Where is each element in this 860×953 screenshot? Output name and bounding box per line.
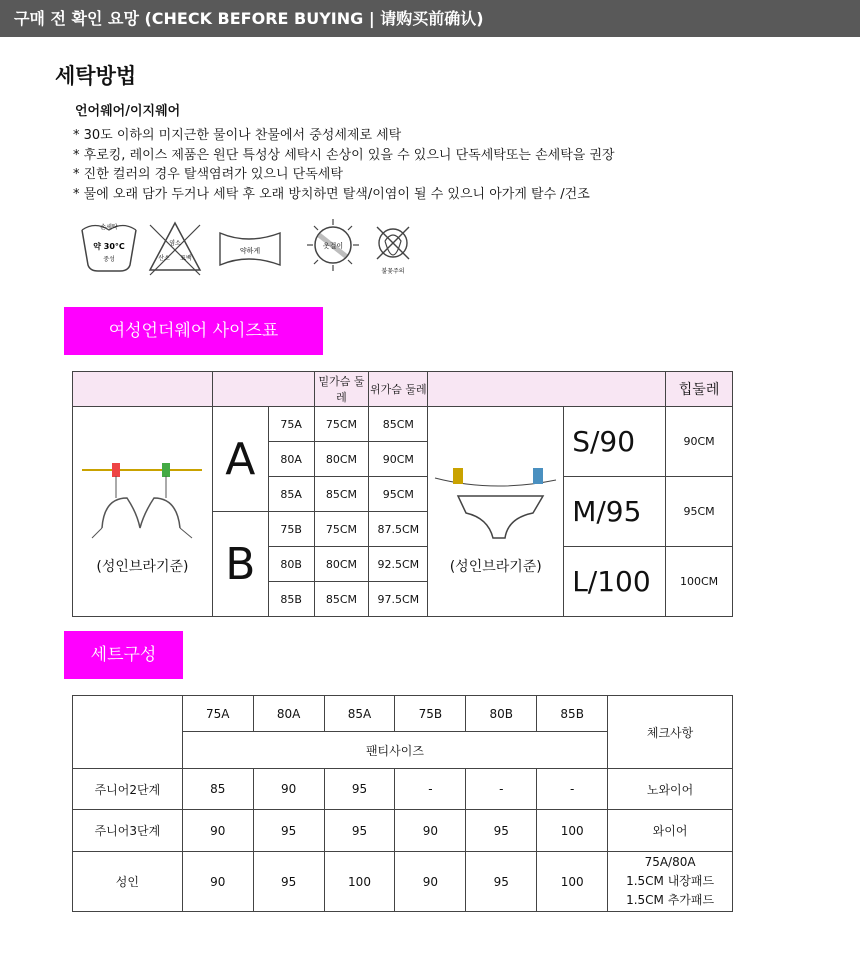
value-cell: 95 xyxy=(253,810,324,852)
wash-note: * 물에 오래 담가 두거나 세탁 후 오래 방치하면 탈색/이염이 될 수 있으니 아가게 탈수 /건조 xyxy=(73,186,590,202)
care-icons xyxy=(80,215,430,280)
check-header: 체크사항 xyxy=(608,696,733,769)
band-size: 80A xyxy=(268,442,314,477)
row-name: 주니어3단계 xyxy=(73,810,183,852)
hip-size: 90CM xyxy=(666,407,733,477)
under-bust: 75CM xyxy=(314,512,369,547)
value-cell: 90 xyxy=(182,852,253,912)
top-bust: 92.5CM xyxy=(369,547,428,582)
no-bleach-icon xyxy=(150,223,200,275)
no-dryer-icon xyxy=(377,227,409,275)
gentle-wring-icon xyxy=(220,233,280,265)
top-bust: 85CM xyxy=(369,407,428,442)
top-bust: 97.5CM xyxy=(369,582,428,617)
top-bust-header: 위가슴 둘레 xyxy=(369,372,428,407)
bra-cell xyxy=(73,407,213,617)
bra-caption: (성인브라기준) xyxy=(96,559,189,575)
under-bust: 85CM xyxy=(314,477,369,512)
value-cell: 95 xyxy=(466,810,537,852)
hip-header: 힙둘레 xyxy=(666,372,733,407)
top-banner: 구매 전 확인 요망 (CHECK BEFORE BUYING | 请购买前确认) xyxy=(0,0,860,37)
bra-icon xyxy=(82,458,202,548)
under-bust: 80CM xyxy=(314,547,369,582)
check-cell xyxy=(608,852,733,912)
column-header: 85B xyxy=(537,696,608,732)
under-bust-header: 밑가슴 둘레 xyxy=(314,372,369,407)
panty-size: M/95 xyxy=(564,477,666,547)
band-size: 75A xyxy=(268,407,314,442)
svg-text:표백: 표백 xyxy=(180,255,192,262)
header-cell xyxy=(73,372,213,407)
row-name: 성인 xyxy=(73,852,183,912)
value-cell: 95 xyxy=(253,852,324,912)
band-size: 75B xyxy=(268,512,314,547)
top-bust: 87.5CM xyxy=(369,512,428,547)
svg-text:산소: 산소 xyxy=(158,255,170,262)
value-cell: 100 xyxy=(537,810,608,852)
set-table xyxy=(72,695,733,912)
set-config-button: 세트구성 xyxy=(64,631,183,679)
top-bust: 90CM xyxy=(369,442,428,477)
wash-note: * 후로킹, 레이스 제품은 원단 특성상 세탁시 손상이 있을 수 있으니 단독세탁또는 손세탁을 권장 xyxy=(73,147,615,163)
panty-size-header: 팬티사이즈 xyxy=(182,732,607,769)
wash-subtitle: 언어웨어/이지웨어 xyxy=(75,104,181,119)
check-cell: 와이어 xyxy=(608,810,733,852)
header-cell xyxy=(428,372,666,407)
hip-size: 100CM xyxy=(666,547,733,617)
under-bust: 85CM xyxy=(314,582,369,617)
band-size: 80B xyxy=(268,547,314,582)
corner-cell xyxy=(73,696,183,769)
svg-text:불꽃주의: 불꽃주의 xyxy=(381,268,405,275)
size-table xyxy=(72,371,733,617)
value-cell: - xyxy=(537,769,608,810)
band-size: 85A xyxy=(268,477,314,512)
panty-cell xyxy=(428,407,564,617)
wash-title: 세탁방법 xyxy=(55,64,137,88)
column-header: 80A xyxy=(253,696,324,732)
cup-b: B xyxy=(212,512,268,617)
band-size: 85B xyxy=(268,582,314,617)
check-line: 1.5CM 추가패드 xyxy=(626,893,715,907)
wash-note: * 30도 이하의 미지근한 물이나 찬물에서 중성세제로 세탁 xyxy=(73,128,402,143)
value-cell: 90 xyxy=(395,810,466,852)
value-cell: 90 xyxy=(253,769,324,810)
svg-text:옷걸이: 옷걸이 xyxy=(322,242,344,250)
value-cell: 95 xyxy=(324,769,395,810)
row-name: 주니어2단계 xyxy=(73,769,183,810)
svg-text:손세탁: 손세탁 xyxy=(100,224,118,231)
size-chart-button: 여성언더웨어 사이즈표 xyxy=(64,307,323,355)
svg-text:염소: 염소 xyxy=(169,240,181,247)
sun-dry-icon xyxy=(307,219,359,271)
panty-size: S/90 xyxy=(564,407,666,477)
under-bust: 75CM xyxy=(314,407,369,442)
column-header: 80B xyxy=(466,696,537,732)
top-bust: 95CM xyxy=(369,477,428,512)
value-cell: 90 xyxy=(395,852,466,912)
value-cell: 95 xyxy=(466,852,537,912)
check-line: 75A/80A xyxy=(644,855,696,869)
value-cell: 100 xyxy=(324,852,395,912)
value-cell: 90 xyxy=(182,810,253,852)
hand-wash-icon xyxy=(82,223,136,271)
column-header: 75B xyxy=(395,696,466,732)
panty-size: L/100 xyxy=(564,547,666,617)
value-cell: - xyxy=(466,769,537,810)
value-cell: 95 xyxy=(324,810,395,852)
svg-text:약하게: 약하게 xyxy=(239,247,261,255)
column-header: 85A xyxy=(324,696,395,732)
panty-caption: (성인브라기준) xyxy=(449,559,542,575)
cup-a: A xyxy=(212,407,268,512)
svg-text:약 30°C: 약 30°C xyxy=(93,242,125,251)
header-cell xyxy=(212,372,314,407)
check-line: 1.5CM 내장패드 xyxy=(626,874,715,888)
column-header: 75A xyxy=(182,696,253,732)
svg-text:중성: 중성 xyxy=(103,256,115,263)
value-cell: - xyxy=(395,769,466,810)
value-cell: 100 xyxy=(537,852,608,912)
hip-size: 95CM xyxy=(666,477,733,547)
under-bust: 80CM xyxy=(314,442,369,477)
wash-notes xyxy=(73,126,615,204)
check-cell: 노와이어 xyxy=(608,769,733,810)
panty-icon xyxy=(433,458,558,548)
value-cell: 85 xyxy=(182,769,253,810)
wash-note: * 진한 컬러의 경우 탈색염려가 있으니 단독세탁 xyxy=(73,167,343,182)
